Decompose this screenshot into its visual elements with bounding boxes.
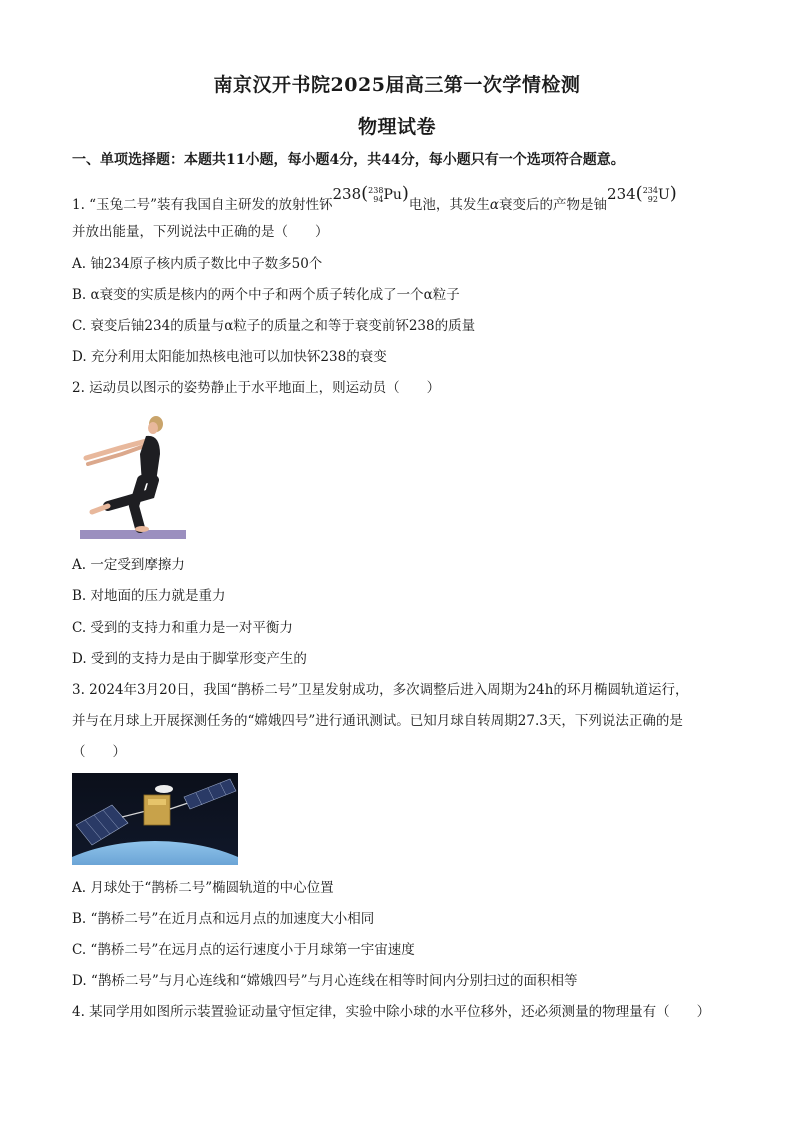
q3-stem-line1: 3. 2024年3月20日，我国“鹊桥二号”卫星发射成功，多次调整后进入周期为24h的环月椭圆轨道运行， xyxy=(72,682,689,698)
exam-title: 南京汉开书院2025届高三第一次学情检测 xyxy=(213,74,581,96)
q1-stem-line2: 并放出能量，下列说法中正确的是（ ） xyxy=(72,224,329,240)
q1-option-b: B. α衰变的实质是核内的两个中子和两个质子转化成了一个α粒子 xyxy=(72,287,460,303)
q3-option-d: D. “鹊桥二号”与月心连线和“嫦娥四号”与月心连线在相等时间内分别扫过的面积相等 xyxy=(72,973,578,989)
q2-option-a: A. 一定受到摩擦力 xyxy=(72,557,185,573)
q1-stem-part-c: 衰变后的产物是铀 xyxy=(499,197,608,213)
q1-stem-part-b: 电池，其发生 xyxy=(408,197,490,213)
u-symbol: U xyxy=(657,187,670,203)
q1-option-a: A. 铀234原子核内质子数比中子数多50个 xyxy=(72,256,323,272)
pu-superscript: 238 xyxy=(368,186,384,195)
section-heading: 一、单项选择题：本题共11小题，每小题4分，共44分，每小题只有一个选项符合题意。 xyxy=(72,152,625,168)
q1-stem-part-a: 1. “玉兔二号”装有我国自主研发的放射性钚 xyxy=(72,197,333,213)
u-superscript: 234 xyxy=(642,186,658,195)
q2-option-c: C. 受到的支持力和重力是一对平衡力 xyxy=(72,620,293,636)
alpha-symbol: α xyxy=(489,197,500,213)
q1-option-d: D. 充分利用太阳能加热核电池可以加快钚238的衰变 xyxy=(72,349,387,365)
q1-stem-line1 xyxy=(72,183,732,215)
u-mass-number: 234 xyxy=(607,185,636,203)
q2-option-b: B. 对地面的压力就是重力 xyxy=(72,588,226,604)
q3-stem-line3: （ ） xyxy=(72,744,126,760)
q3-option-b: B. “鹊桥二号”在近月点和远月点的加速度大小相同 xyxy=(72,911,375,927)
q1-option-c: C. 衰变后铀234的质量与α粒子的质量之和等于衰变前钚238的质量 xyxy=(72,318,476,334)
exam-subtitle: 物理试卷 xyxy=(357,116,436,138)
u-subscript: 92 xyxy=(647,195,658,204)
q2-stem: 2. 运动员以图示的姿势静止于水平地面上，则运动员（ ） xyxy=(72,380,441,396)
q3-stem-line2: 并与在月球上开展探测任务的“嫦娥四号”进行通讯测试。已知月球自转周期27.3天，下列说法正确的是 xyxy=(72,713,683,729)
pu-nuclide: 238(238 94Pu) xyxy=(332,183,409,204)
q3-option-c: C. “鹊桥二号”在远月点的运行速度小于月球第一宇宙速度 xyxy=(72,942,415,958)
pu-subscript: 94 xyxy=(373,195,384,204)
q4-stem: 4. 某同学用如图所示装置验证动量守恒定律，实验中除小球的水平位移外，还必须测量的物理量有（ ） xyxy=(72,1004,711,1020)
athlete-figure xyxy=(80,414,186,542)
pu-mass-number: 238 xyxy=(332,185,362,203)
u-nuclide: 234(234 92U) xyxy=(607,183,677,204)
q3-option-a: A. 月球处于“鹊桥二号”椭圆轨道的中心位置 xyxy=(72,880,334,896)
pu-symbol: Pu xyxy=(383,187,402,203)
q2-option-d: D. 受到的支持力是由于脚掌形变产生的 xyxy=(72,651,307,667)
satellite-figure xyxy=(72,773,238,865)
